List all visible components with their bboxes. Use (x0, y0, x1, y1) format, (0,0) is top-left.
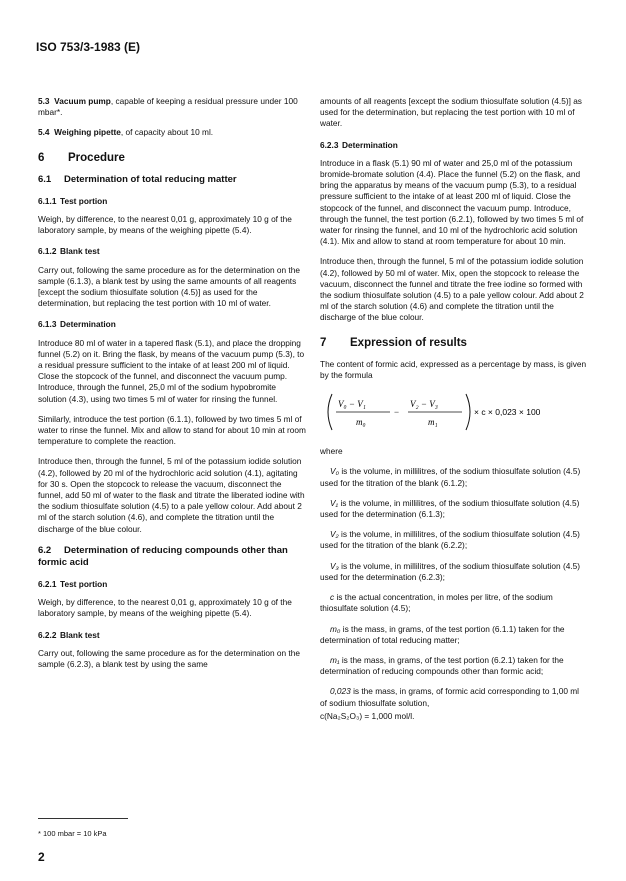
section-num: 7 (320, 336, 327, 349)
formula-minus: − (394, 407, 400, 418)
definition-item (320, 561, 588, 583)
paragraph: Weigh, by difference, to the nearest 0,01 g, approximately 10 g of the laboratory sample, by means of the weighing pipette (5.4). (38, 597, 292, 619)
section-6-2-1-heading (38, 579, 306, 590)
section-6-1-1-heading (38, 196, 306, 207)
section-num: 6 (38, 151, 45, 164)
clause-5-4 (38, 127, 306, 138)
definition-symbol: m₀ (330, 623, 341, 634)
definition-symbol: V₃ (330, 560, 339, 571)
page-number: 2 (38, 850, 45, 864)
section-title: Determination (342, 139, 398, 150)
footnote: * 100 mbar = 10 kPa (38, 829, 107, 838)
definition-item (320, 686, 588, 708)
section-num: 6.1 (38, 173, 52, 185)
standard-header: ISO 753/3-1983 (E) (36, 40, 141, 54)
clause-title: Weighing pipette (54, 127, 121, 138)
section-title: Expression of results (350, 336, 467, 349)
definition-text: is the mass, in grams, of formic acid corresponding to 1,00 ml of sodium thiosulfate solution, (320, 686, 580, 708)
paragraph: Introduce then, through the funnel, 5 ml of the potassium iodide solution (4.2), followed by 50 ml of water. Mix, open the stopcock to release the vacuum, disconnect the funnel and titrate the free iodine so formed with the sodium thiosulfate solution (4.5) to a pale yellow colour. Add about 2 ml of the starch solution (4.6) and complete the titration until the discharge of the blue colour. (320, 256, 584, 323)
section-title: Determination (60, 319, 116, 330)
formula (324, 390, 588, 434)
paragraph: amounts of all reagents [except the sodium thiosulfate solution (4.5)] as used for the determination, but replacing the test portion with 10 ml of water. (320, 96, 582, 129)
where-label: where (320, 446, 343, 457)
section-6-heading (38, 153, 306, 164)
formula-num1: V₀ − V₁ (338, 399, 366, 410)
section-num: 6.2.2 (38, 629, 57, 640)
formula-num2: V₂ − V₃ (410, 399, 438, 410)
clause-text: , of capacity about 10 ml. (120, 127, 214, 138)
definition-text: is the mass, in grams, of the test portion (6.1.1) taken for the determination of total reducing matter; (320, 623, 565, 645)
section-6-2-2-heading (38, 630, 306, 641)
definition-item (320, 498, 588, 520)
paragraph: Introduce then, through the funnel, 5 ml of the potassium iodide solution (4.2), followed by 20 ml of the hydrochloric acid solution (4.1), agitating for 30 s. Open the stopcock to release the vacuum, disconnect the funnel, add 50 ml of water to the flask and titrate the liberated iodine with the sodium thiosulfate solution (4.5) to a pale yellow colour. Add about 2 ml of the starch solution (4.6), and complete the titration until the discharge of the blue colour. (38, 456, 305, 534)
definition-symbol: m₁ (330, 654, 340, 665)
definition-symbol: c (330, 592, 335, 603)
definition-text: is the volume, in millilitres, of the sodium thiosulfate solution (4.5) used for the determination (6.1.3); (320, 497, 580, 520)
paragraph: The content of formic acid, expressed as a percentage by mass, is given by the formula (320, 358, 587, 381)
section-num: 6.1.3 (38, 319, 57, 330)
section-title: Blank test (60, 246, 100, 257)
section-num: 6.2.1 (38, 578, 57, 589)
section-num: 6.2 (38, 544, 52, 556)
section-num: 6.2.3 (320, 139, 339, 150)
definition-item (320, 466, 588, 488)
paragraph: Similarly, introduce the test portion (6.1.1), followed by two times 5 ml of water to rinse the funnel. Mix and allow to stand for about 10 min at room temperature to complete the reaction. (38, 413, 306, 447)
section-6-2-heading (38, 545, 306, 569)
definition-text: is the mass, in grams, of the test portion (6.2.1) taken for the determination of reducing compounds other than formic acid; (320, 654, 564, 677)
section-6-1-heading (38, 174, 306, 186)
definition-symbol: V₀ (330, 466, 340, 477)
paragraph: Introduce 80 ml of water in a tapered flask (5.1), and place the dropping funnel (5.2) on it. Bring the flask, by means of the vacuum pump (5.3), to a residual pressure sufficient to the intake of at least 200 ml of liquid. Close the stopcock of the funnel, and disconnect the vacuum pump. Introduce, through the funnel, 25,0 ml of the sodium hypobromite solution (4.3), using two times 5 ml of water for rinsing the funnel. (38, 337, 305, 404)
definition-symbol: 0,023 (330, 686, 351, 697)
formula-den1: m₀ (356, 417, 366, 428)
section-6-1-3-heading (38, 319, 306, 330)
definition-symbol: V₂ (330, 529, 339, 540)
section-title: Test portion (60, 578, 108, 589)
formula-tail: × c × 0,023 × 100 (474, 407, 541, 418)
definitions-list (320, 466, 588, 708)
left-column (38, 96, 306, 679)
section-title: Test portion (60, 195, 108, 206)
definition-text: is the volume, in millilitres, of the sodium thiosulfate solution (4.5) used for the titration of the blank (6.2.2); (320, 529, 580, 551)
definition-item (320, 592, 588, 614)
concentration-note: c(Na₂S₂O₃) = 1,000 mol/l. (320, 710, 415, 721)
section-7-heading (320, 338, 588, 349)
definition-item (320, 655, 588, 677)
formula-den2: m₁ (428, 417, 438, 428)
paragraph: Carry out, following the same procedure as for the determination on the sample (6.1.3), a blank test by using the same amounts of all reagents [except the sodium thiosulfate solution (4.5)] as used for the determination, but replacing the test portion with 10 ml of water. (38, 264, 300, 309)
section-title: Determination of reducing compounds other than formic acid (38, 544, 288, 568)
section-num: 6.1.2 (38, 246, 57, 257)
paragraph: Introduce in a flask (5.1) 90 ml of water and 25,0 ml of the potassium bromide-bromate solution (4.4). Place the funnel (5.2) on the flask, and bring the apparatus by means of the vacuum pump (5.3), to a residual pressure sufficient to the intake of at least 200 ml of liquid. Close the stopcock of the funnel, and disconnect the vacuum pump. Introduce, through the funnel, the test portion (6.2.1), followed by two times 5 ml of water for rinsing the funnel, and 10 ml of the hydrochloric acid solution (4.1). Mix and allow to stand at room temperature for about 10 min. (320, 157, 584, 247)
section-6-1-2-heading (38, 246, 306, 257)
definition-text: is the volume, in millilitres, of the sodium thiosulfate solution (4.5) used for the determination (6.2.3); (320, 560, 581, 582)
definition-text: is the actual concentration, in moles per litre, of the sodium thiosulfate solution (4.5); (320, 592, 553, 614)
clause-text: , capable of keeping a residual pressure under 100 mbar*. (38, 96, 298, 118)
clause-num: 5.4 (38, 127, 50, 138)
right-column (320, 96, 588, 731)
section-6-2-3-heading (320, 140, 588, 151)
definition-item (320, 624, 588, 646)
paragraph: Carry out, following the same procedure as for the determination on the sample (6.2.3), a blank test by using the same (38, 647, 300, 669)
clause-5-3 (38, 96, 306, 118)
formula-right-paren (466, 394, 470, 430)
clause-title: Vacuum pump (54, 96, 111, 106)
formula-left-paren (328, 394, 332, 430)
formula-graphic (324, 390, 584, 434)
definition-item (320, 529, 588, 551)
definition-text: is the volume, in millilitres, of the sodium thiosulfate solution (4.5) used for the titration of the blank (6.1.2); (320, 466, 581, 488)
clause-num: 5.3 (38, 96, 50, 106)
paragraph: Weigh, by difference, to the nearest 0,01 g, approximately 10 g of the laboratory sample, by means of the weighing pipette (5.4). (38, 214, 292, 236)
footnote-divider (38, 818, 128, 819)
section-num: 6.1.1 (38, 195, 57, 206)
section-title: Procedure (68, 151, 125, 164)
section-title: Determination of total reducing matter (64, 173, 237, 185)
section-title: Blank test (60, 629, 100, 640)
definition-symbol: V₁ (330, 497, 339, 508)
